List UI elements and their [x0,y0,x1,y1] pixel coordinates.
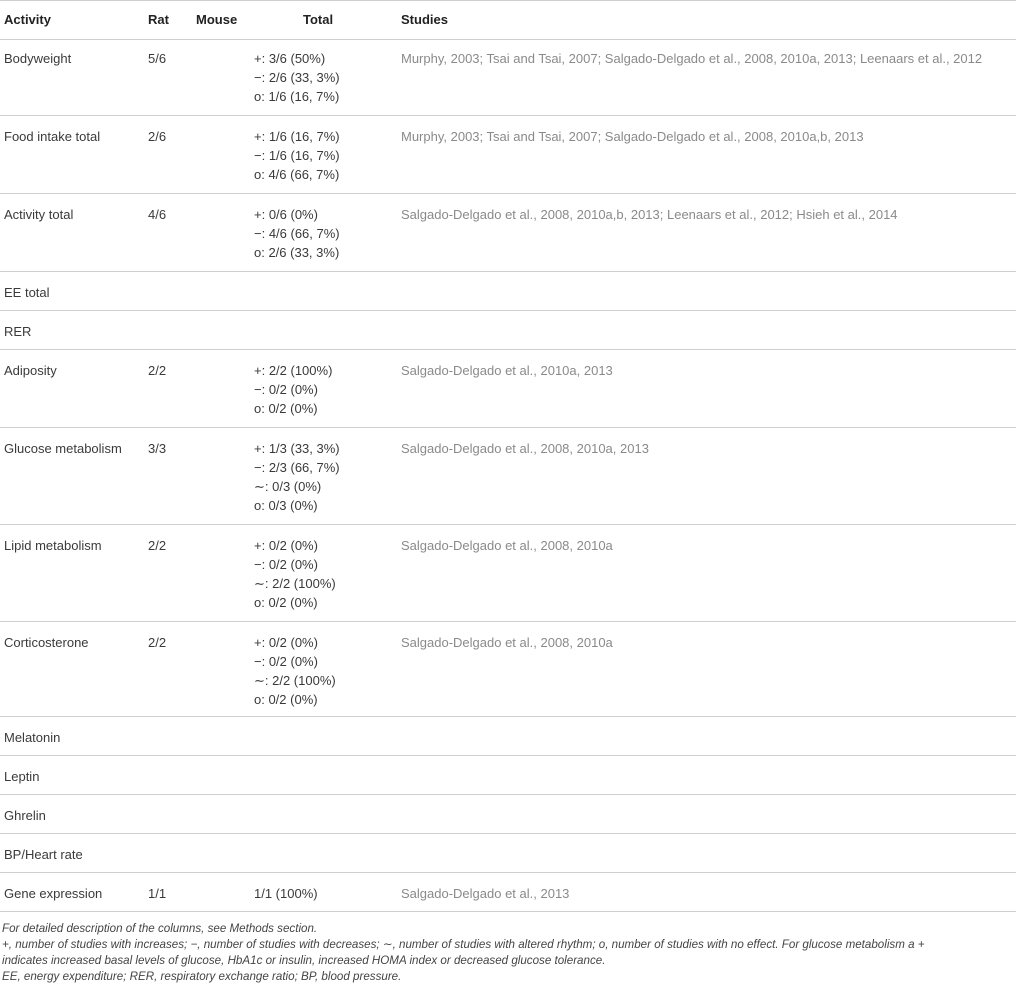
cell-activity: Lipid metabolism [4,538,102,553]
cell-activity: Corticosterone [4,635,89,650]
footnote-line: EE, energy expenditure; RER, respiratory exchange ratio; BP, blood pressure. [2,970,402,983]
table-row [0,756,1016,795]
cell-studies: Salgado-Delgado et al., 2008, 2010a [401,635,613,650]
total-line: +: 0/6 (0%) [254,207,318,222]
total-line: +: 0/2 (0%) [254,538,318,553]
total-line: ∼: 0/3 (0%) [254,479,322,494]
cell-activity: Adiposity [4,363,57,378]
cell-activity: Activity total [4,207,74,222]
table-row [0,272,1016,311]
cell-total [254,536,336,612]
cell-rat: 4/6 [148,207,167,222]
cell-rat: 1/1 [148,886,167,901]
cell-rat: 2/2 [148,538,167,553]
total-line: o: 1/6 (16, 7%) [254,89,340,104]
cell-activity: Melatonin [4,730,61,745]
table-footnotes [2,921,1014,985]
cell-rat: 2/2 [148,635,167,650]
header-studies: Studies [401,12,448,27]
table-row [0,350,1016,428]
total-line: o: 0/3 (0%) [254,498,318,513]
total-line: o: 0/2 (0%) [254,692,318,707]
total-line: ∼: 2/2 (100%) [254,673,336,688]
table-row [0,194,1016,272]
total-line: −: 2/6 (33, 3%) [254,70,340,85]
cell-activity: EE total [4,285,50,300]
table-row [0,311,1016,350]
header-total: Total [303,12,334,27]
cell-studies: Salgado-Delgado et al., 2008, 2010a,b, 2013; Leenaars et al., 2012; Hsieh et al., 2014 [401,207,898,222]
table-row [0,834,1016,873]
total-line: 1/1 (100%) [254,886,318,901]
total-line: o: 4/6 (66, 7%) [254,167,340,182]
cell-studies: Salgado-Delgado et al., 2013 [401,886,570,901]
cell-rat: 3/3 [148,441,167,456]
cell-studies: Murphy, 2003; Tsai and Tsai, 2007; Salgado-Delgado et al., 2008, 2010a, 2013; Leenaars et al., 2012 [401,51,983,66]
total-line: −: 0/2 (0%) [254,654,318,669]
total-line: +: 1/6 (16, 7%) [254,129,340,144]
total-line: ∼: 2/2 (100%) [254,576,336,591]
header-rat: Rat [148,12,169,27]
total-line: −: 4/6 (66, 7%) [254,226,340,241]
total-line: o: 0/2 (0%) [254,401,318,416]
table-header-row [0,0,1016,40]
cell-total [254,205,340,262]
cell-activity: BP/Heart rate [4,847,83,862]
total-line: o: 0/2 (0%) [254,595,318,610]
table-row [0,717,1016,756]
table-row [0,795,1016,834]
cell-activity: Bodyweight [4,51,72,66]
total-line: +: 2/2 (100%) [254,363,333,378]
cell-studies: Salgado-Delgado et al., 2008, 2010a, 2013 [401,441,649,456]
footnote-line: +, number of studies with increases; −, number of studies with decreases; ∼, number of studies with altered rhythm; o, number of studies with no effect. For glucose metabolism a + [2,938,925,951]
total-line: −: 0/2 (0%) [254,557,318,572]
table-row [0,428,1016,525]
cell-studies: Salgado-Delgado et al., 2008, 2010a [401,538,613,553]
cell-total [254,884,318,903]
total-line: +: 3/6 (50%) [254,51,326,66]
header-mouse: Mouse [196,12,238,27]
cell-activity: Food intake total [4,129,101,144]
footnote-line: indicates increased basal levels of glucose, HbA1c or insulin, increased HOMA index or decreased glucose tolerance. [2,954,606,967]
cell-studies: Murphy, 2003; Tsai and Tsai, 2007; Salgado-Delgado et al., 2008, 2010a,b, 2013 [401,129,864,144]
total-line: o: 2/6 (33, 3%) [254,245,340,260]
footnote-line: For detailed description of the columns, see Methods section. [2,922,318,935]
total-line: +: 0/2 (0%) [254,635,318,650]
cell-total [254,633,336,709]
table-row [0,873,1016,912]
table-row [0,116,1016,194]
table-row [0,622,1016,717]
cell-rat: 5/6 [148,51,167,66]
total-line: +: 1/3 (33, 3%) [254,441,340,456]
cell-activity: Gene expression [4,886,103,901]
cell-studies: Salgado-Delgado et al., 2010a, 2013 [401,363,613,378]
cell-rat: 2/2 [148,363,167,378]
cell-rat: 2/6 [148,129,167,144]
cell-total [254,361,332,418]
header-activity: Activity [4,12,51,27]
cell-activity: RER [4,324,32,339]
cell-activity: Glucose metabolism [4,441,122,456]
table-row [0,38,1016,116]
cell-total [254,49,340,106]
cell-activity: Leptin [4,769,40,784]
cell-total [254,439,340,515]
total-line: −: 2/3 (66, 7%) [254,460,340,475]
cell-total [254,127,340,184]
cell-activity: Ghrelin [4,808,46,823]
total-line: −: 1/6 (16, 7%) [254,148,340,163]
table-row [0,525,1016,622]
total-line: −: 0/2 (0%) [254,382,318,397]
